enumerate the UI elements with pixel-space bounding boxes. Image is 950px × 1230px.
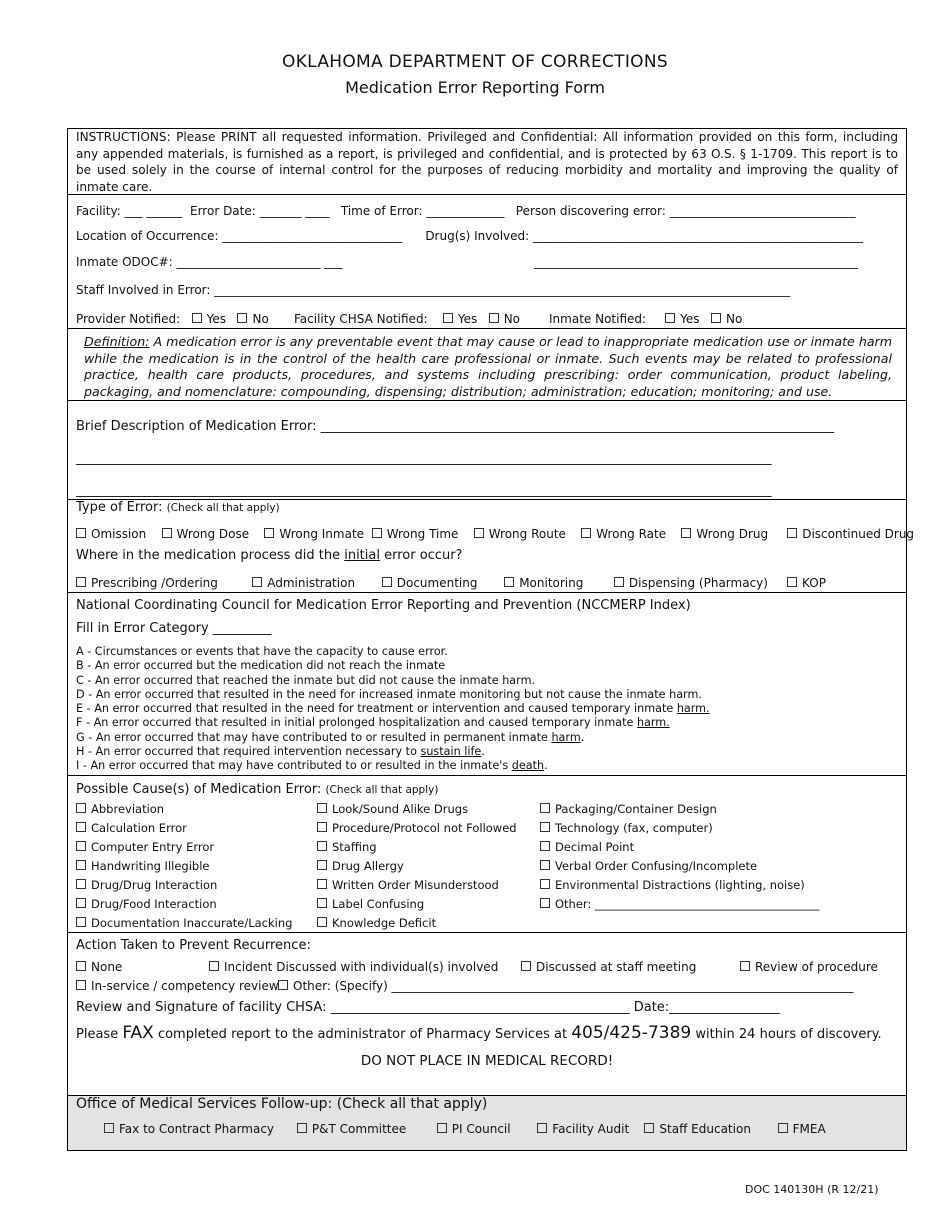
checkbox-icon <box>237 313 247 323</box>
category-h-text: H - An error occurred that required intervention necessary to <box>76 745 421 759</box>
pt-committee-checkbox[interactable] <box>297 1122 406 1136</box>
other-action-checkbox[interactable] <box>278 979 854 993</box>
option-label: Documentation Inaccurate/Lacking <box>91 916 293 930</box>
checkbox-icon <box>317 803 327 813</box>
option-label: P&T Committee <box>311 1122 407 1136</box>
drug-food-interaction-checkbox[interactable] <box>76 895 292 914</box>
option-label: Calculation Error <box>91 821 187 835</box>
description-line-2[interactable]: ___________________________________________________________________________________________________________ <box>76 451 772 466</box>
checkbox-icon <box>372 528 382 538</box>
category-i-end: . <box>544 759 548 773</box>
decimal-point-checkbox[interactable] <box>540 838 819 857</box>
checkbox-icon <box>474 528 484 538</box>
wrong-drug-checkbox[interactable] <box>681 527 768 541</box>
option-label: Other: _______________________________________ <box>555 897 820 911</box>
error-type-section <box>68 500 915 593</box>
staff-education-checkbox[interactable] <box>644 1122 751 1136</box>
option-label: Abbreviation <box>91 802 165 816</box>
option-label: Review of procedure <box>755 960 878 974</box>
checkbox-icon <box>540 860 550 870</box>
checkbox-icon <box>162 528 172 538</box>
yes-label: Yes <box>206 312 227 326</box>
fax-text-3: within 24 hours of discovery. <box>691 1027 882 1042</box>
checkbox-icon <box>443 313 453 323</box>
option-label: Dispensing (Pharmacy) <box>628 576 768 590</box>
error-category-field[interactable]: Fill in Error Category _________ <box>76 621 272 636</box>
checkbox-icon <box>521 961 531 971</box>
option-label: Procedure/Protocol not Followed <box>332 821 517 835</box>
checkbox-icon <box>787 528 797 538</box>
category-e-text: E - An error occurred that resulted in the need for treatment or intervention and caused temporary inmate <box>76 702 677 716</box>
verbal-order-checkbox[interactable] <box>540 857 819 876</box>
option-label: Drug Allergy <box>332 859 404 873</box>
option-label: KOP <box>802 576 826 590</box>
checkbox-icon <box>104 1123 114 1133</box>
process-options <box>76 576 826 590</box>
category-f <box>76 716 710 730</box>
option-label: Handwriting Illegible <box>91 859 210 873</box>
checkbox-icon <box>317 822 327 832</box>
checkbox-icon <box>264 528 274 538</box>
checkbox-icon <box>537 1123 547 1133</box>
option-label: Verbal Order Confusing/Incomplete <box>555 859 758 873</box>
checkbox-icon <box>711 313 721 323</box>
option-label: Discontinued Drug <box>802 527 915 541</box>
option-label: None <box>91 960 123 974</box>
description-section <box>68 401 906 500</box>
drugs-involved-continued[interactable]: ______________________________________________________ <box>534 255 858 269</box>
checkbox-icon <box>76 577 86 587</box>
option-label: Omission <box>91 527 147 541</box>
category-g-emphasis: harm <box>551 730 581 744</box>
label-confusing-checkbox[interactable] <box>317 895 517 914</box>
checkbox-icon <box>76 822 86 832</box>
process-question-text: Where in the medication process did the <box>76 548 345 563</box>
error-type-options <box>76 527 914 541</box>
checkbox-icon <box>787 577 797 587</box>
drug-drug-interaction-checkbox[interactable] <box>76 876 292 895</box>
other-action-field[interactable]: Other: (Specify) _____________________________________________________________________________ <box>293 979 854 993</box>
option-label: Prescribing /Ordering <box>91 576 218 590</box>
checkbox-icon <box>76 528 86 538</box>
category-d: D - An error occurred that resulted in the need for increased inmate monitoring but not cause the inmate harm. <box>76 687 702 701</box>
yes-label: Yes <box>680 312 700 326</box>
agency-title: OKLAHOMA DEPARTMENT OF CORRECTIONS <box>282 52 668 72</box>
checkbox-icon <box>297 1123 307 1133</box>
category-f-text: F - An error occurred that resulted in initial prolonged hospitalization and caused temporary inmate <box>76 716 637 730</box>
fax-instruction <box>76 1023 882 1043</box>
person-discovering-field[interactable]: Person discovering error: _______________________________ <box>515 204 856 218</box>
checkbox-icon <box>540 879 550 889</box>
facility-field[interactable]: Facility: ___ ______ <box>76 204 183 218</box>
chsa-no-checkbox[interactable] <box>489 312 520 326</box>
checkbox-icon <box>681 528 691 538</box>
checkbox-icon <box>581 528 591 538</box>
checkbox-icon <box>665 313 675 323</box>
category-e-emphasis: harm. <box>676 702 710 716</box>
computer-entry-error-checkbox[interactable] <box>76 838 292 857</box>
nccmerp-categories <box>76 645 710 774</box>
inservice-checkbox[interactable] <box>76 979 279 993</box>
procedure-not-followed-checkbox[interactable] <box>317 819 517 838</box>
action-section <box>68 933 906 1096</box>
checkbox-icon <box>317 841 327 851</box>
option-label: Wrong Drug <box>696 527 769 541</box>
option-label: Wrong Time <box>386 527 459 541</box>
option-label: Wrong Dose <box>176 527 250 541</box>
checkbox-icon <box>437 1123 447 1133</box>
category-g-text: G - An error occurred that may have contributed to or resulted in permanent inmate <box>76 730 552 744</box>
drug-allergy-checkbox[interactable] <box>317 857 517 876</box>
staff-involved-field[interactable]: Staff Involved in Error: ________________________________________________________________________________________________ <box>76 283 791 297</box>
option-label: Label Confusing <box>332 897 425 911</box>
causes-note: (Check all that apply) <box>325 784 439 796</box>
option-label: Packaging/Container Design <box>555 802 717 816</box>
none-checkbox[interactable] <box>76 960 122 974</box>
inmate-yes-checkbox[interactable] <box>665 312 699 326</box>
category-h <box>76 745 710 759</box>
option-label: In-service / competency review <box>91 979 279 993</box>
checkbox-icon <box>278 980 288 990</box>
causes-column-1 <box>76 800 292 933</box>
provider-no-checkbox[interactable] <box>237 312 268 326</box>
checkbox-icon <box>540 803 550 813</box>
checkbox-icon <box>76 980 86 990</box>
packaging-design-checkbox[interactable] <box>540 800 819 819</box>
checkbox-icon <box>382 577 392 587</box>
wrong-inmate-checkbox[interactable] <box>264 527 364 541</box>
environmental-distractions-checkbox[interactable] <box>540 876 819 895</box>
category-i <box>76 759 710 773</box>
handwriting-illegible-checkbox[interactable] <box>76 857 292 876</box>
fax-emphasis: FAX <box>122 1023 154 1043</box>
wrong-time-checkbox[interactable] <box>372 527 459 541</box>
followup-options <box>104 1122 826 1136</box>
category-a: A - Circumstances or events that have the capacity to cause error. <box>76 645 448 658</box>
kop-checkbox[interactable] <box>787 576 826 590</box>
checkbox-icon <box>489 313 499 323</box>
inmate-notified-label: Inmate Notified: <box>549 312 647 326</box>
drugs-involved-field[interactable]: Drug(s) Involved: _______________________________________________________ <box>425 229 864 243</box>
option-label: Drug/Drug Interaction <box>91 878 218 892</box>
error-type-note: (Check all that apply) <box>166 502 280 514</box>
wrong-route-checkbox[interactable] <box>474 527 566 541</box>
category-h-emphasis: sustain life <box>420 745 482 759</box>
option-label: Monitoring <box>519 576 584 590</box>
option-label: FMEA <box>792 1122 826 1136</box>
action-options <box>76 960 122 974</box>
documentation-inaccurate-checkbox[interactable] <box>76 914 292 933</box>
checkbox-icon <box>740 961 750 971</box>
incident-fields-section <box>68 195 906 329</box>
other-cause-checkbox[interactable] <box>540 895 819 914</box>
checkbox-icon <box>76 860 86 870</box>
provider-notified-label: Provider Notified: <box>76 312 181 326</box>
form-number: DOC 140130H (R 12/21) <box>745 1183 879 1196</box>
checkbox-icon <box>192 313 202 323</box>
pi-council-checkbox[interactable] <box>437 1122 511 1136</box>
option-label: Computer Entry Error <box>91 840 215 854</box>
discontinued-drug-checkbox[interactable] <box>787 527 914 541</box>
checkbox-icon <box>76 898 86 908</box>
nccmerp-section <box>68 593 906 776</box>
option-label: Facility Audit <box>552 1122 630 1136</box>
checkbox-icon <box>252 577 262 587</box>
definition-section <box>68 329 906 401</box>
checkbox-icon <box>317 917 327 927</box>
checkbox-icon <box>76 879 86 889</box>
chsa-signature-field[interactable]: Review and Signature of facility CHSA: ______________________________________________ Date:_________________ <box>76 1000 780 1015</box>
description-line-3[interactable]: ___________________________________________________________________________________________________________ <box>76 483 772 498</box>
definition-label: Definition: <box>84 334 150 349</box>
prescribing-checkbox[interactable] <box>76 576 218 590</box>
option-label: Fax to Contract Pharmacy <box>119 1122 275 1136</box>
instructions-text: INSTRUCTIONS: Please PRINT all requested information. Privileged and Confidential: All information provided on this form, including any appended materials, is furnished as a report, is privileged and confidential, and is protected by 63 O.S. § 1-1709. This report is to be used solely in the course of internal control for the purposes of reducing morbidity and mortality and improving the quality of inmate care. <box>76 130 898 194</box>
option-label: Discussed at staff meeting <box>536 960 697 974</box>
process-question-emphasis: initial <box>344 548 380 563</box>
process-question-end: error occur? <box>379 548 463 563</box>
category-i-text: I - An error occurred that may have contributed to or resulted in the inmate's <box>76 759 512 773</box>
error-date-field[interactable]: Error Date: _______ ____ <box>190 204 330 218</box>
category-c: C - An error occurred that reached the inmate but did not cause the inmate harm. <box>76 673 536 687</box>
no-label: No <box>252 312 269 326</box>
checkbox-icon <box>209 961 219 971</box>
checkbox-icon <box>317 898 327 908</box>
discussed-individual-checkbox[interactable] <box>209 960 498 974</box>
discussed-staff-meeting-checkbox[interactable] <box>521 960 696 974</box>
option-label: Wrong Inmate <box>279 527 365 541</box>
description-line-1[interactable]: Brief Description of Medication Error: _______________________________________________________________________________ <box>76 419 835 434</box>
process-question <box>76 548 462 563</box>
inmate-odoc-field[interactable]: Inmate ODOC#: ________________________ ___ <box>76 255 343 269</box>
checkbox-icon <box>76 917 86 927</box>
followup-section <box>68 1096 906 1150</box>
category-f-emphasis: harm. <box>636 716 670 730</box>
form-title: Medication Error Reporting Form <box>345 78 605 97</box>
fax-contract-pharmacy-checkbox[interactable] <box>104 1122 274 1136</box>
yes-label: Yes <box>457 312 478 326</box>
checkbox-icon <box>76 961 86 971</box>
instructions-section <box>68 129 906 195</box>
causes-column-2 <box>317 800 517 933</box>
category-e <box>76 702 710 716</box>
option-label: Look/Sound Alike Drugs <box>332 802 469 816</box>
followup-label: Office of Medical Services Follow-up: (Check all that apply) <box>76 1096 488 1112</box>
checkbox-icon <box>540 822 550 832</box>
calculation-error-checkbox[interactable] <box>76 819 292 838</box>
wrong-rate-checkbox[interactable] <box>581 527 666 541</box>
notification-row <box>76 312 269 326</box>
location-field[interactable]: Location of Occurrence: ______________________________ <box>76 229 403 243</box>
checkbox-icon <box>76 803 86 813</box>
option-label: Staffing <box>332 840 377 854</box>
documenting-checkbox[interactable] <box>382 576 478 590</box>
checkbox-icon <box>540 898 550 908</box>
causes-section <box>68 776 906 933</box>
chsa-yes-checkbox[interactable] <box>443 312 477 326</box>
fax-text-1: Please <box>76 1027 123 1042</box>
causes-label: Possible Cause(s) of Medication Error: <box>76 782 322 797</box>
dispensing-checkbox[interactable] <box>614 576 768 590</box>
error-type-label: Type of Error: <box>76 500 163 515</box>
fmea-checkbox[interactable] <box>778 1122 826 1136</box>
look-sound-alike-checkbox[interactable] <box>317 800 517 819</box>
facility-audit-checkbox[interactable] <box>537 1122 629 1136</box>
checkbox-icon <box>504 577 514 587</box>
checkbox-icon <box>76 841 86 851</box>
administration-checkbox[interactable] <box>252 576 355 590</box>
option-label: PI Council <box>451 1122 511 1136</box>
option-label: Wrong Route <box>488 527 566 541</box>
review-procedure-checkbox[interactable] <box>740 960 878 974</box>
option-label: Knowledge Deficit <box>332 916 437 930</box>
definition-text <box>84 334 892 400</box>
option-label: Decimal Point <box>555 840 635 854</box>
nccmerp-heading: National Coordinating Council for Medication Error Reporting and Prevention (NCCMERP Index) <box>76 598 691 613</box>
written-order-misunderstood-checkbox[interactable] <box>317 876 517 895</box>
category-i-emphasis: death <box>511 759 545 773</box>
category-g <box>76 731 710 745</box>
monitoring-checkbox[interactable] <box>504 576 583 590</box>
category-b: B - An error occurred but the medication did not reach the inmate <box>76 659 446 673</box>
chsa-notified-label: Facility CHSA Notified: <box>294 312 428 326</box>
causes-column-3 <box>540 800 819 914</box>
category-g-end: . <box>580 730 585 744</box>
wrong-dose-checkbox[interactable] <box>162 527 250 541</box>
option-label: Technology (fax, computer) <box>555 821 713 835</box>
knowledge-deficit-checkbox[interactable] <box>317 914 517 933</box>
option-label: Incident Discussed with individual(s) involved <box>224 960 499 974</box>
checkbox-icon <box>317 860 327 870</box>
fax-text-2: completed report to the administrator of Pharmacy Services at <box>153 1027 572 1042</box>
checkbox-icon <box>778 1123 788 1133</box>
abbreviation-checkbox[interactable] <box>76 800 292 819</box>
checkbox-icon <box>644 1123 654 1133</box>
category-h-end: . <box>481 745 485 759</box>
time-of-error-field[interactable]: Time of Error: _____________ <box>340 204 505 218</box>
fax-number: 405/425-7389 <box>571 1023 692 1043</box>
form-body <box>67 128 915 1151</box>
checkbox-icon <box>614 577 624 587</box>
option-label: Environmental Distractions (lighting, noise) <box>555 878 805 892</box>
checkbox-icon <box>540 841 550 851</box>
medical-record-warning: DO NOT PLACE IN MEDICAL RECORD! <box>360 1053 614 1069</box>
definition-body: A medication error is any preventable event that may cause or lead to inappropriate medication use or inmate harm while the medication is in the control of the health care professional or inmate. Such events may be related to professional practice, health care products, procedures, and systems including prescribing: order communication, product labeling, packaging, and nomenclature: compounding, dispensing; distribution; administration; education; monitoring; and use. <box>84 334 892 399</box>
inmate-no-checkbox[interactable] <box>711 312 742 326</box>
action-label: Action Taken to Prevent Recurrence: <box>76 938 311 953</box>
option-label: Administration <box>267 576 356 590</box>
option-label: Documenting <box>396 576 478 590</box>
option-label: Staff Education <box>659 1122 751 1136</box>
omission-checkbox[interactable] <box>76 527 146 541</box>
no-label: No <box>725 312 743 326</box>
option-label: Written Order Misunderstood <box>332 878 499 892</box>
staffing-checkbox[interactable] <box>317 838 517 857</box>
technology-checkbox[interactable] <box>540 819 819 838</box>
no-label: No <box>503 312 521 326</box>
option-label: Drug/Food Interaction <box>91 897 217 911</box>
provider-yes-checkbox[interactable] <box>192 312 226 326</box>
option-label: Wrong Rate <box>596 527 667 541</box>
checkbox-icon <box>317 879 327 889</box>
